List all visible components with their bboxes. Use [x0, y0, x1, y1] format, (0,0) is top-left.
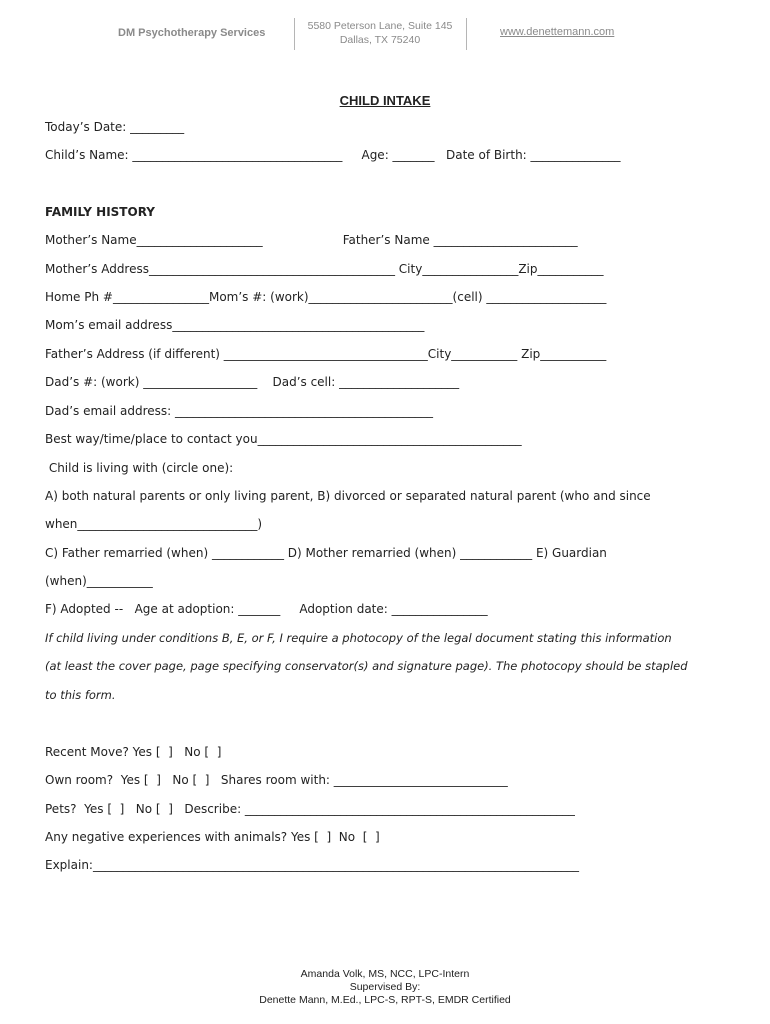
footer-line-1: Amanda Volk, MS, NCC, LPC-Intern [300, 968, 470, 980]
father-address-field[interactable]: Father’s Address (if different) __________________________________City___________ Zip___________ [45, 347, 607, 361]
living-option-ab[interactable]: A) both natural parents or only living parent, B) divorced or separated natural parent (who and since [45, 489, 651, 503]
adoption-fields[interactable]: F) Adopted -- Age at adoption: _______ Adoption date: ________________ [45, 602, 488, 616]
header-divider-left [294, 18, 295, 50]
practice-address [296, 19, 464, 47]
own-room-fields[interactable]: Own room? Yes [ ] No [ ] Shares room with: _____________________________ [45, 773, 508, 787]
child-name-age-dob-fields[interactable]: Child’s Name: ___________________________________ Age: _______ Date of Birth: _______________ [45, 148, 621, 162]
mom-email-field[interactable]: Mom’s email address__________________________________________ [45, 318, 425, 332]
address-line-2: Dallas, TX 75240 [339, 34, 421, 46]
explain-field[interactable]: Explain:_________________________________________________________________________________ [45, 858, 579, 872]
footer-credentials [0, 968, 770, 1007]
pets-fields[interactable]: Pets? Yes [ ] No [ ] Describe: _______________________________________________________ [45, 802, 575, 816]
living-option-cde[interactable]: C) Father remarried (when) ____________ D) Mother remarried (when) ____________ E) Guardian [45, 546, 607, 560]
address-line-1: 5580 Peterson Lane, Suite 145 [307, 20, 453, 32]
form-title: CHILD INTAKE [339, 93, 431, 108]
website-link[interactable]: www.denettemann.com [500, 26, 615, 38]
letterhead [0, 0, 770, 60]
living-option-ab-when[interactable]: when______________________________) [45, 517, 263, 531]
recent-move-checkboxes[interactable]: Recent Move? Yes [ ] No [ ] [45, 745, 222, 759]
best-contact-field[interactable]: Best way/time/place to contact you____________________________________________ [45, 432, 522, 446]
legal-document-note-1: If child living under conditions B, E, or F, I require a photocopy of the legal document stating this information [45, 631, 672, 645]
footer-line-3: Denette Mann, M.Ed., LPC-S, RPT-S, EMDR Certified [259, 994, 511, 1006]
guardian-when-field[interactable]: (when)___________ [45, 574, 153, 588]
footer-line-2: Supervised By: [349, 981, 421, 993]
practice-name: DM Psychotherapy Services [118, 27, 266, 39]
dad-phone-fields[interactable]: Dad’s #: (work) ___________________ Dad’s cell: ____________________ [45, 375, 460, 389]
phone-numbers-fields[interactable]: Home Ph #________________Mom’s #: (work)________________________(cell) ____________________ [45, 290, 607, 304]
legal-document-note-2: (at least the cover page, page specifying conservator(s) and signature page). The photocopy should be stapled [45, 659, 688, 673]
header-divider-right [466, 18, 467, 50]
mother-address-field[interactable]: Mother’s Address_________________________________________ City________________Zip___________ [45, 262, 604, 276]
legal-document-note-3: to this form. [45, 688, 116, 702]
section-heading-family-history: FAMILY HISTORY [45, 205, 155, 219]
dad-email-field[interactable]: Dad’s email address: ___________________________________________ [45, 404, 434, 418]
parent-names-fields[interactable]: Mother’s Name_____________________ Father’s Name ________________________ [45, 233, 578, 247]
living-with-label: Child is living with (circle one): [45, 461, 234, 475]
animal-experience-checkboxes[interactable]: Any negative experiences with animals? Yes [ ] No [ ] [45, 830, 380, 844]
todays-date-field[interactable]: Today’s Date: _________ [45, 120, 185, 134]
